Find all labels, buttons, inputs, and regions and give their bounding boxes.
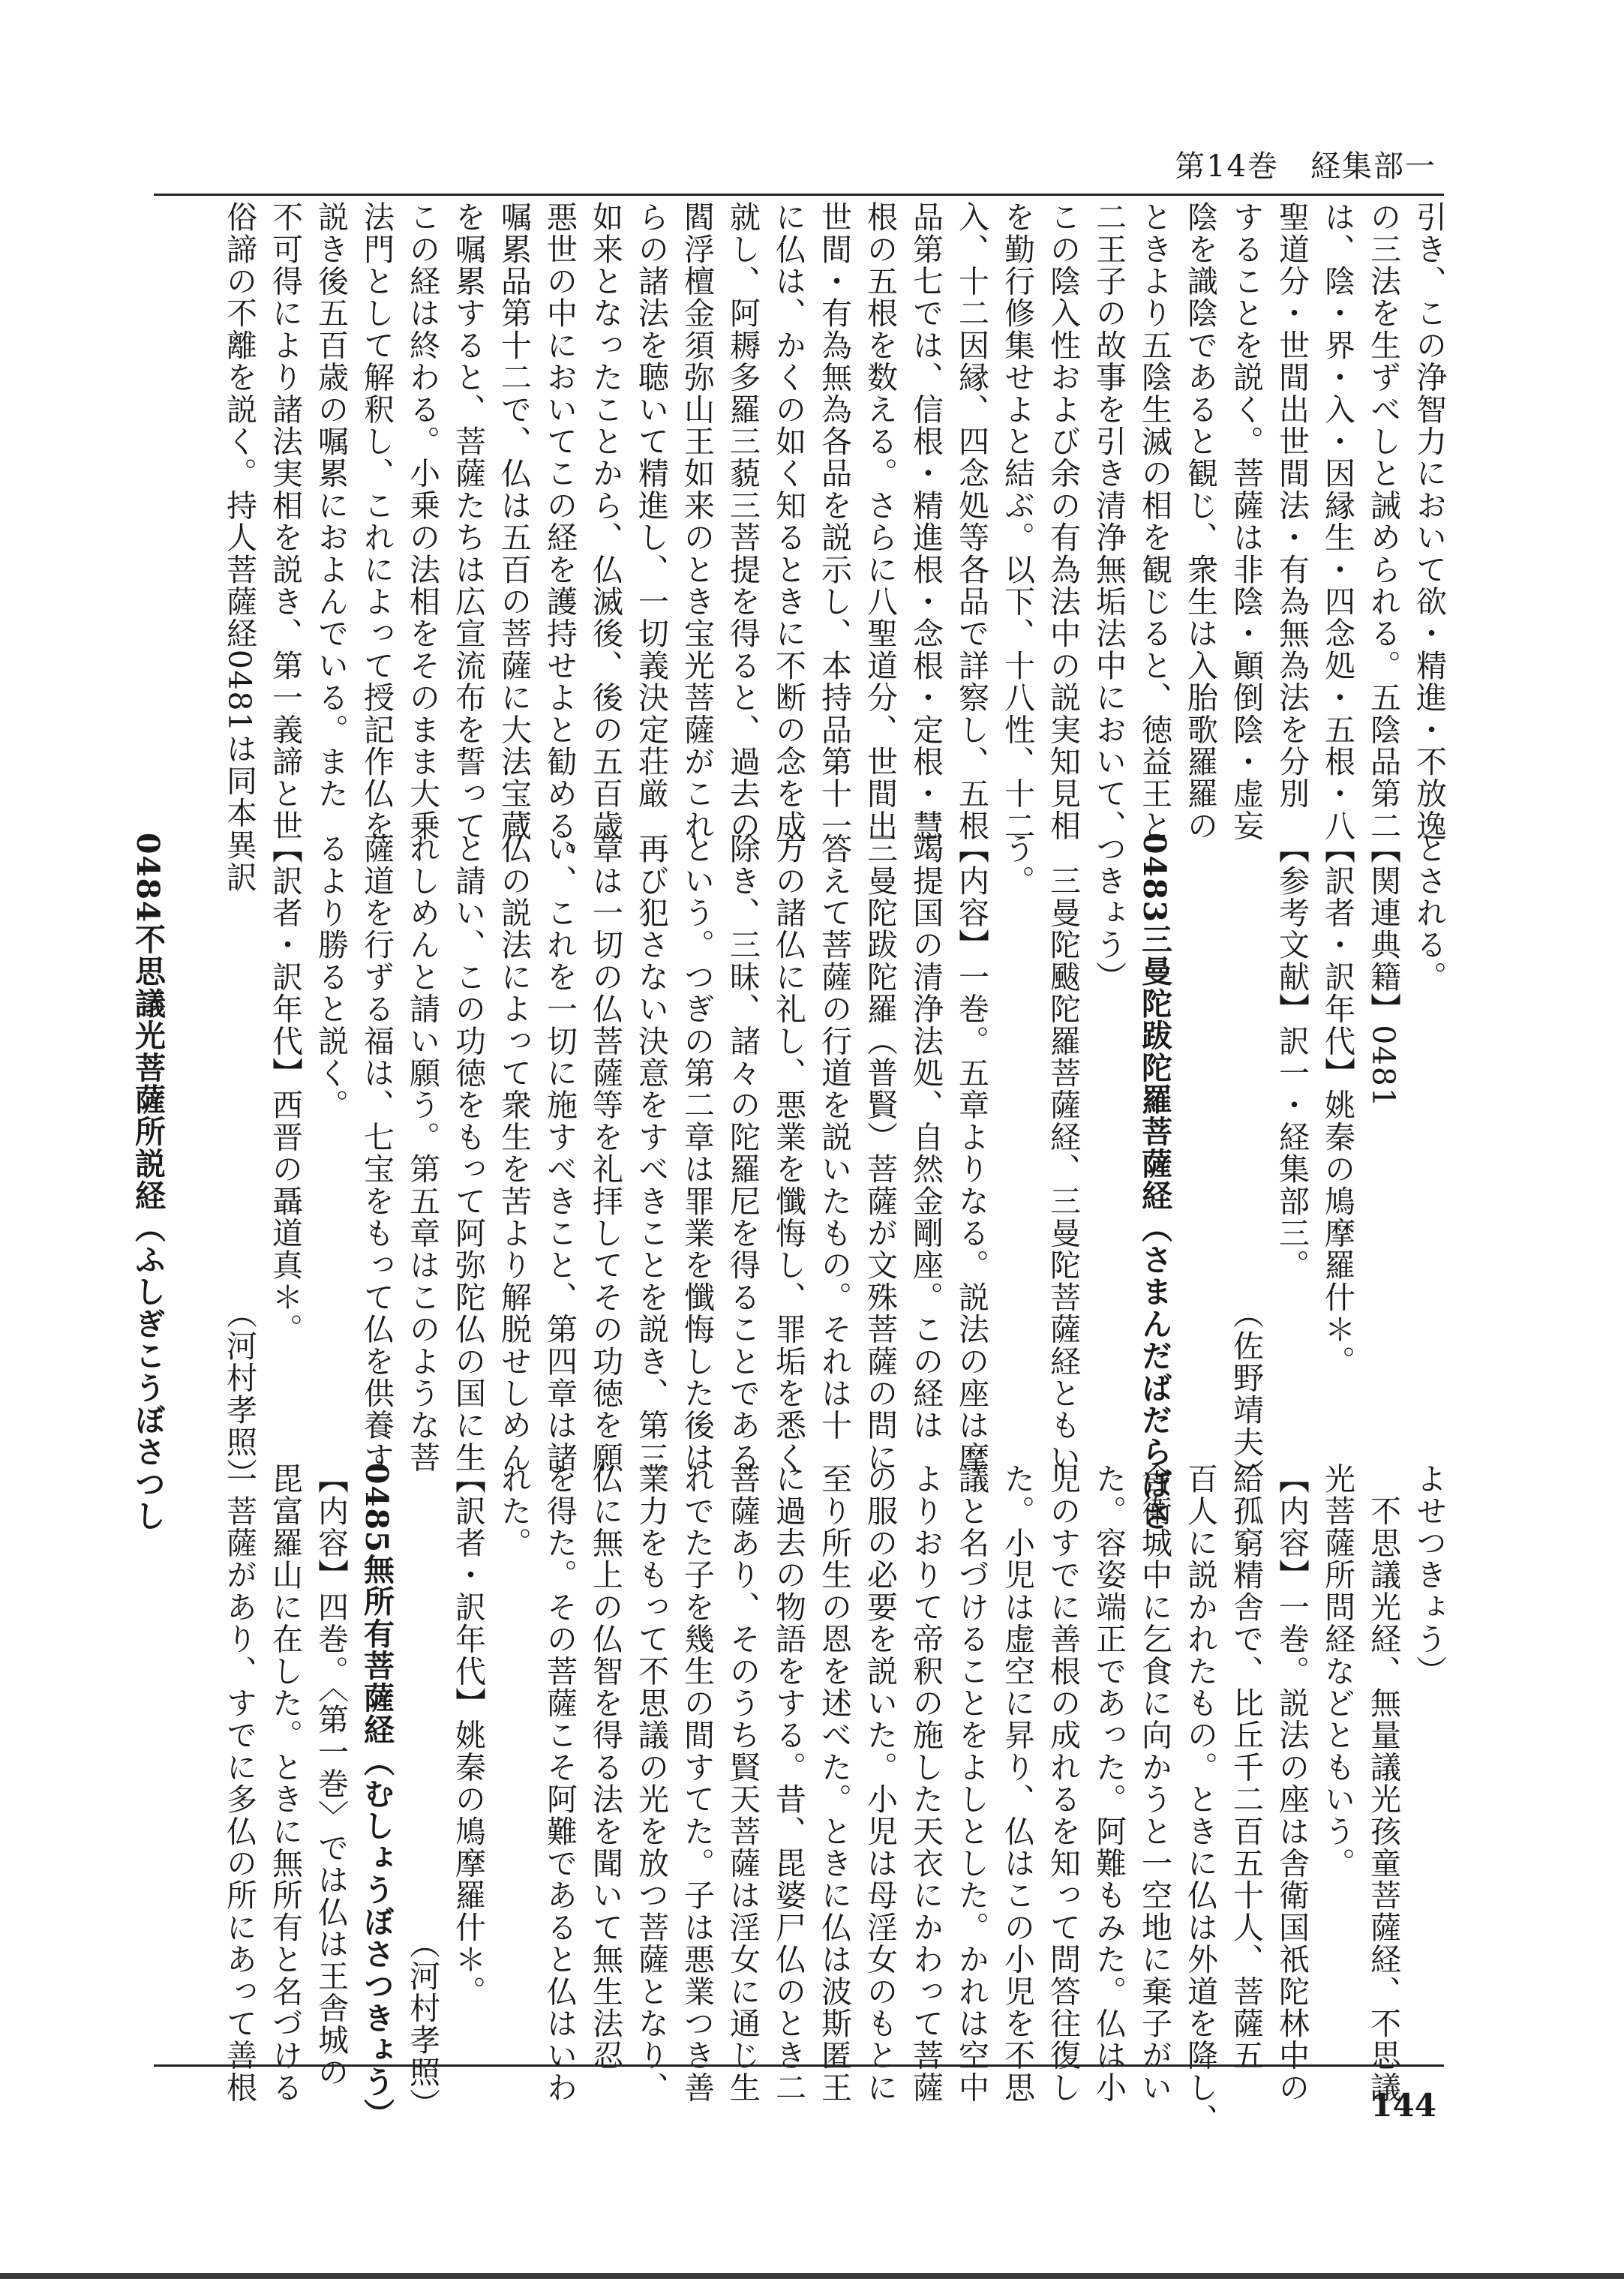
text-column: 品第七では、信根・精進根・念根・定根・慧 <box>908 201 944 842</box>
text-column: 二王子の故事を引き清浄無垢法中において、 <box>1091 201 1127 842</box>
text-column: 陰を識陰であると観じ、衆生は入胎歌羅羅の <box>1182 201 1218 842</box>
text-column: 0485無所有菩薩経（むしょうぼさつきょう） <box>359 1463 395 2130</box>
text-column: 【訳者・訳年代】西晋の聶道真＊。 <box>267 833 303 1346</box>
header-rule <box>154 194 1444 196</box>
text-column: 如来となったことから、仏滅後、後の五百歳 <box>587 201 623 842</box>
text-column: 薩道を行ずる福は、七宝をもって仏を供養す <box>359 833 395 1473</box>
text-column: 児のすでに善根の成れるを知って問答往復し <box>1045 1463 1081 2103</box>
text-column: この経は終わる。小乗の法相をそのまま大乗 <box>404 201 440 842</box>
text-column: 給孤窮精舎で、比丘千二百五十人、菩薩五 <box>1228 1463 1264 2072</box>
text-column: 【内容】一巻。説法の座は舎衛国祇陀林中の <box>1274 1463 1310 2103</box>
text-column: よせつきょう） <box>1411 1463 1447 1687</box>
text-column: に仏は、かくの如く知るときに不断の念を成 <box>770 201 806 842</box>
text-column: という。つぎの第二章は罪業を懺悔した後は <box>679 833 715 1473</box>
text-column: （河村孝照） <box>404 1463 440 2121</box>
text-column: 一菩薩があり、すでに多仏の所にあって善根 <box>221 1463 257 2103</box>
text-column: た。容姿端正であった。阿難もみた。仏は小 <box>1091 1463 1127 2103</box>
text-column: 業力をもって不思議の光を放つ菩薩となり、 <box>633 1463 669 2104</box>
text-column: い、これを一切に施すべきこと、第四章は諸 <box>542 833 578 1473</box>
text-column: 世間・有為無為各品を説示し、本持品第十一 <box>816 201 852 842</box>
text-column: することを説く。菩薩は非陰・顚倒陰・虚妄 <box>1228 201 1264 842</box>
text-column: う。 <box>999 833 1035 897</box>
text-column: 0483三曼陀跋陀羅菩薩経（さまんだばだらぼさ <box>1136 833 1172 1533</box>
text-column: 説き後五百歳の嘱累におよんでいる。また <box>313 201 349 810</box>
text-column: よりおりて帝釈の施した天衣にかわって菩薩 <box>908 1463 944 2103</box>
text-column: るより勝ると説く。 <box>313 833 349 1121</box>
text-column: は、陰・界・入・因縁生・四念処・五根・八 <box>1319 201 1355 842</box>
text-column: 【訳者・訳年代】姚秦の鳩摩羅什＊。 <box>1319 833 1355 1377</box>
text-column: 引き、この浄智力において欲・精進・不放逸 <box>1411 201 1447 842</box>
text-column: 【関連典籍】0481 <box>1365 833 1401 1109</box>
text-column: 光菩薩所問経などともいう。 <box>1319 1463 1355 1880</box>
text-column: 章は一切の仏菩薩等を礼拝してその功徳を願 <box>587 833 623 1473</box>
text-column: 法門として解釈し、これによって授記作仏を <box>359 201 395 842</box>
text-column: に過去の物語をする。昔、毘婆尸仏のとき二 <box>770 1463 806 2103</box>
text-column: らの諸法を聴いて精進し、一切義決定荘厳 <box>633 201 669 810</box>
text-column: （河村孝照） <box>221 833 257 1491</box>
text-column: 至り所生の恩を述べた。ときに仏は波斯匿王 <box>816 1463 852 2103</box>
text-column: 仏の説法によって衆生を苦より解脱せしめん <box>496 833 532 1473</box>
text-column: 不思議光経、無量議光孩童菩薩経、不思議 <box>1365 1463 1401 2103</box>
text-column: を嘱累すると、菩薩たちは広宣流布を誓って <box>450 201 486 842</box>
text-column: 悪世の中においてこの経を護持せよと勧める。 <box>542 201 578 874</box>
text-column: 就し、阿耨多羅三藐三菩提を得ると、過去の <box>725 201 761 842</box>
text-column: 【参考文献】訳一・経集部三。 <box>1274 833 1310 1281</box>
text-column: つきょう） <box>1091 833 1127 993</box>
text-column: 三曼陀跋陀羅（普賢）菩薩が文殊菩薩の問に <box>862 833 898 1473</box>
footer-rule <box>154 2064 1444 2067</box>
text-column: を勤行修集せよと結ぶ。以下、十八性、十二 <box>999 201 1035 842</box>
text-column: れでた子を幾生の間すてた。子は悪業つき善 <box>679 1463 715 2104</box>
text-column: 方の諸仏に礼し、悪業を懺悔し、罪垢を悉く <box>770 833 806 1474</box>
text-column: 菩薩あり、そのうち賢天菩薩は淫女に通じ生 <box>725 1463 761 2103</box>
text-column: 閻浮檀金須弥山王如来のとき宝光菩薩がこれ <box>679 201 715 842</box>
page-number: 144 <box>1370 2087 1436 2124</box>
text-column: 入、十二因縁、四念処等各品で詳察し、五根 <box>953 201 989 842</box>
scan-border <box>0 2273 1624 2279</box>
text-column: 舎衛城中に乞食に向かうと一空地に棄子がい <box>1136 1463 1172 2103</box>
text-column: を得た。その菩薩こそ阿難であると仏はいわ <box>542 1463 578 2103</box>
text-column: れた。 <box>496 1463 532 1560</box>
text-column: 聖道分・世間出世間法・有為無為法を分別 <box>1274 201 1310 810</box>
text-column: 【内容】一巻。五章よりなる。説法の座は摩 <box>953 833 989 1473</box>
text-column: 仏に無上の仏智を得る法を聞いて無生法忍 <box>587 1463 623 2072</box>
text-column: 【内容】四巻。〈第一巻〉では仏は王舎城の <box>313 1463 349 2088</box>
text-column: の服の必要を説いた。小児は母淫女のもとに <box>862 1463 898 2103</box>
text-column: れしめんと請い願う。第五章はこのような菩 <box>404 833 440 1473</box>
text-column: 根の五根を数える。さらに八聖道分、世間出 <box>862 201 898 842</box>
text-column: た。小児は虚空に昇り、仏はこの小児を不思 <box>999 1463 1035 2103</box>
text-column: この陰入性および余の有為法中の説実知見相 <box>1045 201 1081 842</box>
text-column: 百人に説かれたもの。ときに仏は外道を降し、 <box>1182 1463 1218 2136</box>
section-continuation-0482 <box>154 201 1447 893</box>
text-column: とされる。 <box>1411 833 1447 993</box>
text-column: 嘱累品第十二で、仏は五百の菩薩に大法宝蔵 <box>496 201 532 842</box>
text-column: 議と名づけることをよしとした。かれは空中 <box>953 1463 989 2103</box>
text-column: （佐野靖夫） <box>1228 833 1264 1491</box>
text-column: 毘富羅山に在した。ときに無所有と名づける <box>267 1463 303 2103</box>
text-column: ときより五陰生滅の相を観じると、徳益王と <box>1136 201 1172 842</box>
text-column: の三法を生ずべしと誡められる。五陰品第二 <box>1365 201 1401 842</box>
text-column: と請い、この功徳をもって阿弥陀仏の国に生 <box>450 833 486 1473</box>
text-column: 三曼陀颰陀羅菩薩経、三曼陀菩薩経ともい <box>1045 833 1081 1473</box>
running-header: 第14巻 経集部一 <box>1175 149 1436 184</box>
text-column: 除き、三昧、諸々の陀羅尼を得ることである <box>725 833 761 1473</box>
text-column: 不可得により諸法実相を説き、第一義諦と世 <box>267 201 303 842</box>
text-column: 再び犯さない決意をすべきことを説き、第三 <box>633 833 669 1473</box>
text-column: 俗諦の不離を説く。持人菩薩経0481は同本異訳 <box>221 201 257 893</box>
text-column: 答えて菩薩の行道を説いたもの。それは十 <box>816 833 852 1442</box>
text-column: 【訳者・訳年代】姚秦の鳩摩羅什＊。 <box>450 1463 486 2007</box>
text-column: 0484不思議光菩薩所説経（ふしぎこうぼさつし <box>130 833 166 1533</box>
text-column: 竭提国の清浄法処、自然金剛座。この経は <box>908 833 944 1442</box>
